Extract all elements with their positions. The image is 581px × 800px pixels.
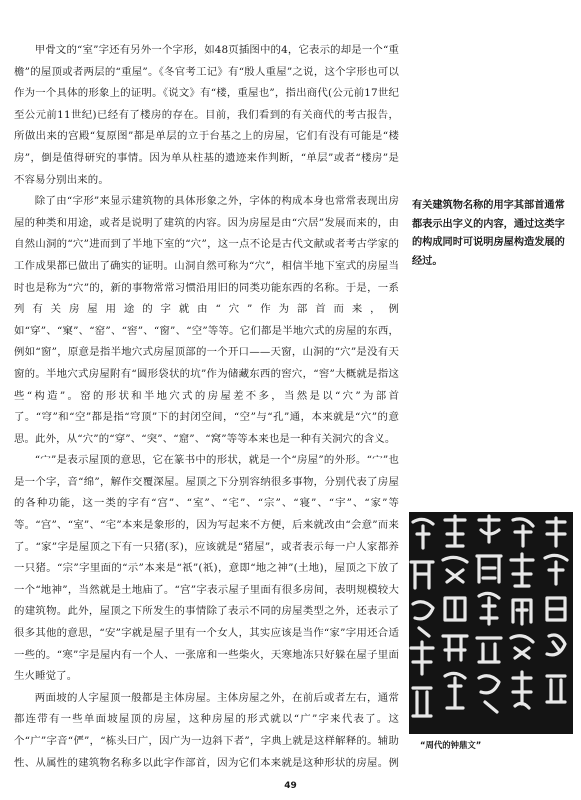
paragraph: “宀”是表示屋顶的意思，它在篆书中的形状，就是一个“房屋”的外形。“宀”也是一个字，音“绵”，解作交覆深屋。屋顶之下分别容纳很多事物，分别代表了房屋的各种功能，这一类的字有“宫”、“室”、“宅”、“宗”、“寝”、“宇”、“家”等等。“宫”、“室”、“宅”本来是象形的，因为写起来不方便，后来就改由“会意”而来了。“家”字是屋顶之下有一只猪(豕)，应该就是“猪屋”，或者表示每一户人家都养一只猪。“宗”字里面的“示”本来是“祇”(祇)，意即“地之神”(土地)，屋顶之下放了一个“地神”，当然就是土地庙了。“宫”字表示屋子里面有很多房间，表明规模较大的建筑物。此外，屋顶之下所发生的事情除了表示不同的房屋类型之外，还表示了很多其他的意思，“安”字就是屋子里有一个女人，其实应该是当作“家”字用还合适一些的。“寒”字是屋内有一个人、一张席和一些柴火，天寒地冻只好躲在屋子里面生火睡觉了。 (14, 454, 399, 683)
margin-note: 有关建筑物名称的用字其部首通常都表示出字义的内容，通过这类字的构成同时可说明房屋构造发展的经过。 (412, 200, 565, 267)
figure-caption: “周代的钟鼎文” (420, 740, 482, 750)
paragraph: 除了由“字形”来显示建筑物的具体形象之外，字体的构成本身也常常表现出房屋的种类和用途，或者是说明了建筑的内容。因为房屋是由“穴居”发展而来的，由自然山洞的“穴”进而到了半地下室的“穴”，这一点不论是古代文献或者考古学家的工作成果都已做出了确实的证明。山洞自然可称为“穴”，相信半地下室式的房屋当时也是称为“穴”的，新的事物常常习惯沿用旧的同类功能东西的名称。于是，一系列有关房屋用途的字就由“穴”作为部首而来，例如“穿”、“窠”、“窑”、“窖”、“窗”、“空”等等。它们都是半地穴式的房屋的东西，例如“窗”，原意是指半地穴式房屋顶部的一个开口——天窗，山洞的“穴”是没有天窗的。半地穴式房屋附有“圆形袋状的坑”作为储藏东西的窖穴，“窖”大概就是指这些“构造”。窑的形状和半地穴式的房屋差不多，当然是以“穴”为部首了。“穹”和“空”都是指“穹顶”下的封闭空间，“空”与“孔”通，本来就是“穴”的意思。此外，从“穴”的“穿”、“突”、“窟”、“窝”等等本来也是一种有关洞穴的含义。 (14, 195, 399, 445)
inscription-rubbing-graphic (409, 512, 573, 734)
paragraph: 甲骨文的“室”字还有另外一个字形，如48页插图中的4，它表示的却是一个“重檐”的屋顶或者两层的“重屋”。《冬官考工记》有“殷人重屋”之说，这个字形也可以作为一个具体的形象上的证明。《说文》有“楼，重屋也”，指出商代(公元前17世纪至公元前11世纪)已经有了楼房的存在。目前，我们看到的有关商代的考古报告，所做出来的宫殿“复原图”都是单层的立于台基之上的房屋，它们有没有可能是“楼房”，倒是值得研究的事情。因为单从柱基的遗迹来作判断，“单层”或者“楼房”是不容易分别出来的。 (14, 44, 399, 186)
paragraph: 两面坡的人字屋顶一般都是主体房屋。主体房屋之外，在前后或者左右，通常都连带有一些单面坡屋顶的房屋，这种房屋的形式就以“广”字来代表了。这个“广”字音“俨”，“栋头曰广，因广为一边斜下者”，字典上就是这样解释的。辅助性、从属性的建筑物名称多以此字作部首，因为它们本来就是这种形状的房屋。例 (14, 691, 399, 769)
bronze-inscription-image (409, 512, 573, 734)
main-text-column (14, 40, 399, 770)
page-number: 49 (284, 781, 297, 791)
